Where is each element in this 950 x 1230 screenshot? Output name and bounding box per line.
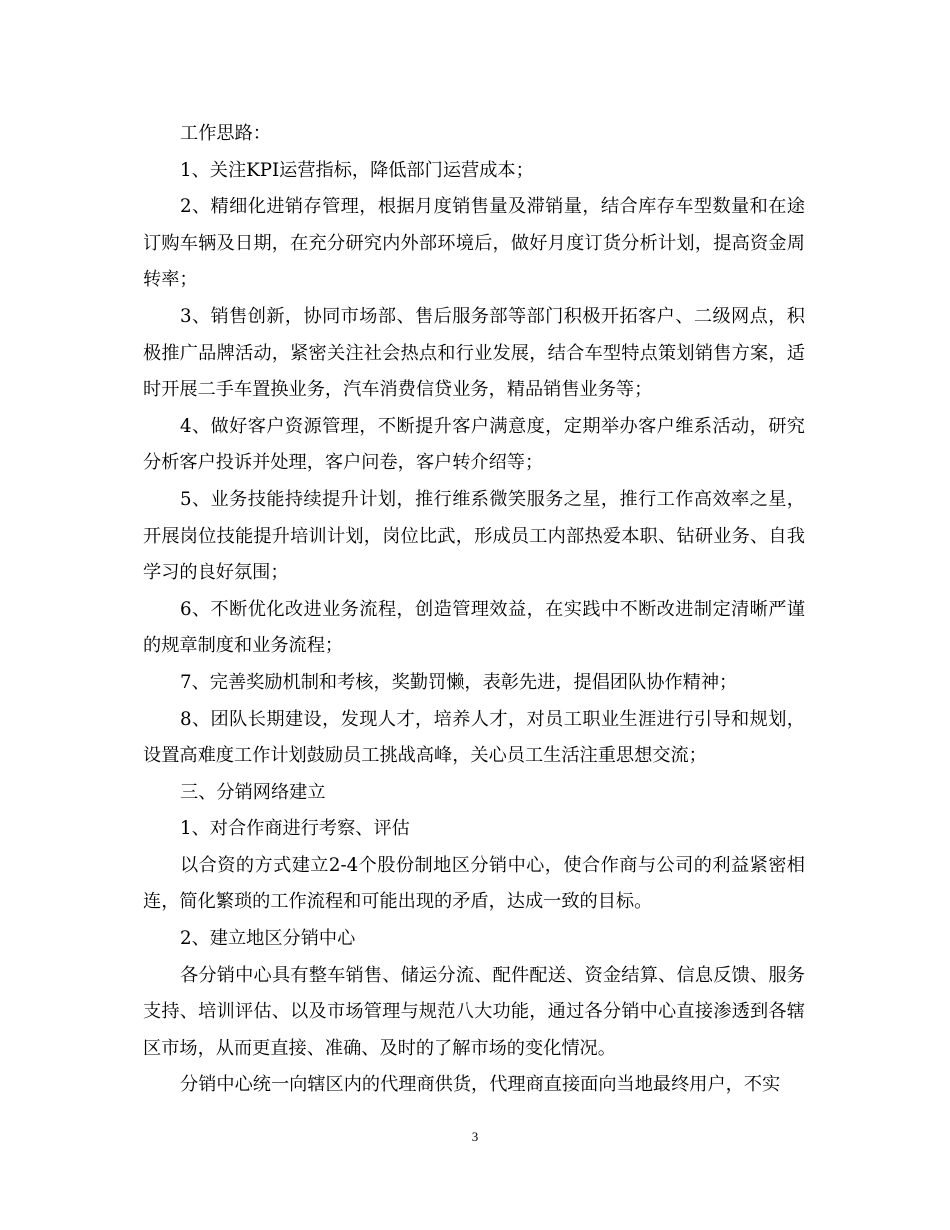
subheading-partner-evaluation: 1、对合作商进行考察、评估	[180, 818, 410, 840]
paragraph-center-functions: 各分销中心具有整车销售、储运分流、配件配送、资金结算、信息反馈、服务支持、培训评估、以及市场管理与规范八大功能，通过各分销中心直接渗透到各辖区市场，从而更直接、准确、及时的了解市场的变化情况。	[143, 964, 805, 1059]
page-number: 3	[471, 1129, 479, 1144]
paragraph-item-8: 8、团队长期建设，发现人才，培养人才，对员工职业生涯进行引导和规划，设置高难度工作计划鼓励员工挑战高峰，关心员工生活注重思想交流；	[143, 708, 805, 767]
paragraph-item-3: 3、销售创新，协同市场部、售后服务部等部门积极开拓客户、二级网点，积极推广品牌活动，紧密关注社会热点和行业发展，结合车型特点策划销售方案，适时开展二手车置换业务，汽车消费信贷业务，精品销售业务等；	[143, 305, 805, 401]
section-heading-distribution-network: 三、分销网络建立	[180, 781, 326, 803]
paragraph-joint-venture: 以合资的方式建立2-4个股份制地区分销中心，使合作商与公司的利益紧密相连，简化繁琐的工作流程和可能出现的矛盾，达成一致的目标。	[143, 854, 805, 913]
paragraph-supply-agents: 分销中心统一向辖区内的代理商供货，代理商直接面向当地最终用户，不实	[180, 1074, 781, 1096]
paragraph-item-4: 4、做好客户资源管理，不断提升客户满意度，定期举办客户维系活动，研究分析客户投诉并处理，客户问卷，客户转介绍等；	[143, 415, 805, 474]
paragraph-item-6: 6、不断优化改进业务流程，创造管理效益，在实践中不断改进制定清晰严谨的规章制度和业务流程；	[143, 598, 805, 657]
paragraph-item-5: 5、业务技能持续提升计划，推行维系微笑服务之星，推行工作高效率之星，开展岗位技能提升培训计划，岗位比武，形成员工内部热爱本职、钻研业务、自我学习的良好氛围；	[143, 488, 805, 584]
paragraph-item-7: 7、完善奖励机制和考核，奖勤罚懒，表彰先进，提倡团队协作精神；	[180, 671, 738, 693]
subheading-regional-center: 2、建立地区分销中心	[180, 928, 356, 950]
paragraph-work-ideas-heading: 工作思路：	[180, 123, 271, 144]
paragraph-item-2: 2、精细化进销存管理，根据月度销售量及滞销量，结合库存车型数量和在途订购车辆及日期，在充分研究内外部环境后，做好月度订货分析计划，提高资金周转率；	[143, 196, 805, 291]
paragraph-item-1: 1、关注KPI运营指标，降低部门运营成本；	[180, 159, 534, 181]
document-body	[143, 116, 805, 1104]
